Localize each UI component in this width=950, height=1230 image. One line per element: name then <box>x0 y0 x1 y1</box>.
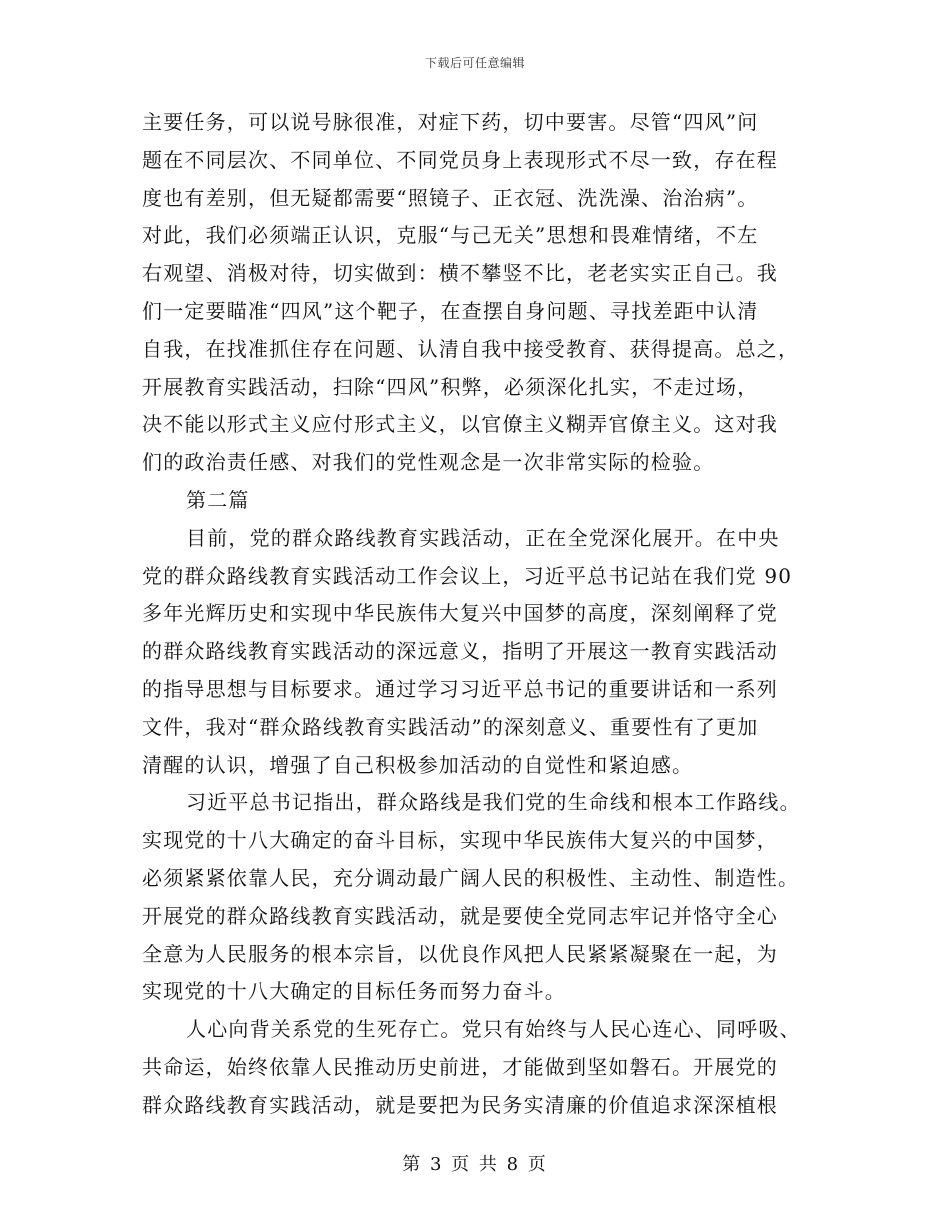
text-line: 人心向背关系党的生死存亡。党只有始终与人民心连心、同呼吸、 <box>186 1017 801 1042</box>
text-line: 目前，党的群众路线教育实践活动，正在全党深化展开。在中央 <box>186 525 780 550</box>
text-line: 多年光辉历史和实现中华民族伟大复兴中国梦的高度，深刻阐释了党 <box>142 601 778 626</box>
text-line: 文件，我对“群众路线教育实践活动”的深刻意义、重要性有了更加 <box>142 714 759 739</box>
text-line: 题在不同层次、不同单位、不同党员身上表现形式不尽一致，存在程 <box>142 147 778 172</box>
text-line: 们一定要瞄准“四风”这个靶子，在查摆自身问题、寻找差距中认清 <box>142 298 759 323</box>
text-line: 们的政治责任感、对我们的党性观念是一次非常实际的检验。 <box>142 450 715 475</box>
text-line: 实现党的十八大确定的奋斗目标，实现中华民族伟大复兴的中国梦， <box>142 828 778 853</box>
body-text <box>142 104 810 1125</box>
text-line: 党的群众路线教育实践活动工作会议上，习近平总书记站在我们党 90 <box>142 563 793 588</box>
text-line: 群众路线教育实践活动，就是要把为民务实清廉的价值追求深深植根 <box>142 1092 778 1117</box>
text-line: 实现党的十八大确定的目标任务而努力奋斗。 <box>142 979 566 1004</box>
text-line: 决不能以形式主义应付形式主义，以官僚主义糊弄官僚主义。这对我 <box>142 412 778 437</box>
section-heading: 第二篇 <box>186 487 250 512</box>
text-line: 必须紧紧依靠人民，充分调动最广阔人民的积极性、主动性、制造性。 <box>142 865 800 890</box>
text-line: 的群众路线教育实践活动的深远意义，指明了开展这一教育实践活动 <box>142 639 778 664</box>
text-line: 全意为人民服务的根本宗旨，以优良作风把人民紧紧凝聚在一起，为 <box>142 941 778 966</box>
text-line: 右观望、消极对待，切实做到：横不攀竖不比，老老实实正自己。我 <box>142 261 778 286</box>
text-line: 清醒的认识，增强了自己积极参加活动的自觉性和紧迫感。 <box>142 752 694 777</box>
text-line: 度也有差别，但无疑都需要“照镜子、正衣冠、洗洗澡、治治病”。 <box>142 185 759 210</box>
text-line: 自我，在找准抓住存在问题、认清自我中接受教育、获得提高。总之， <box>142 336 800 361</box>
page-header: 下载后可任意编辑 <box>424 56 525 70</box>
text-line: 共命运，始终依靠人民推动历史前进，才能做到坚如磐石。开展党的 <box>142 1054 778 1079</box>
text-line: 开展教育实践活动，扫除“四风”积弊，必须深化扎实，不走过场， <box>142 374 759 399</box>
text-line: 习近平总书记指出，群众路线是我们党的生命线和根本工作路线。 <box>186 790 801 815</box>
page-footer: 第 3 页 共 8 页 <box>402 1154 548 1175</box>
text-line: 开展党的群众路线教育实践活动，就是要使全党同志牢记并恪守全心 <box>142 903 778 928</box>
text-line: 的指导思想与目标要求。通过学习习近平总书记的重要讲话和一系列 <box>142 676 778 701</box>
text-line: 对此，我们必须端正认识，克服“与己无关”思想和畏难情绪，不左 <box>142 223 759 248</box>
text-line: 主要任务，可以说号脉很准，对症下药，切中要害。尽管“四风”问 <box>142 110 759 134</box>
